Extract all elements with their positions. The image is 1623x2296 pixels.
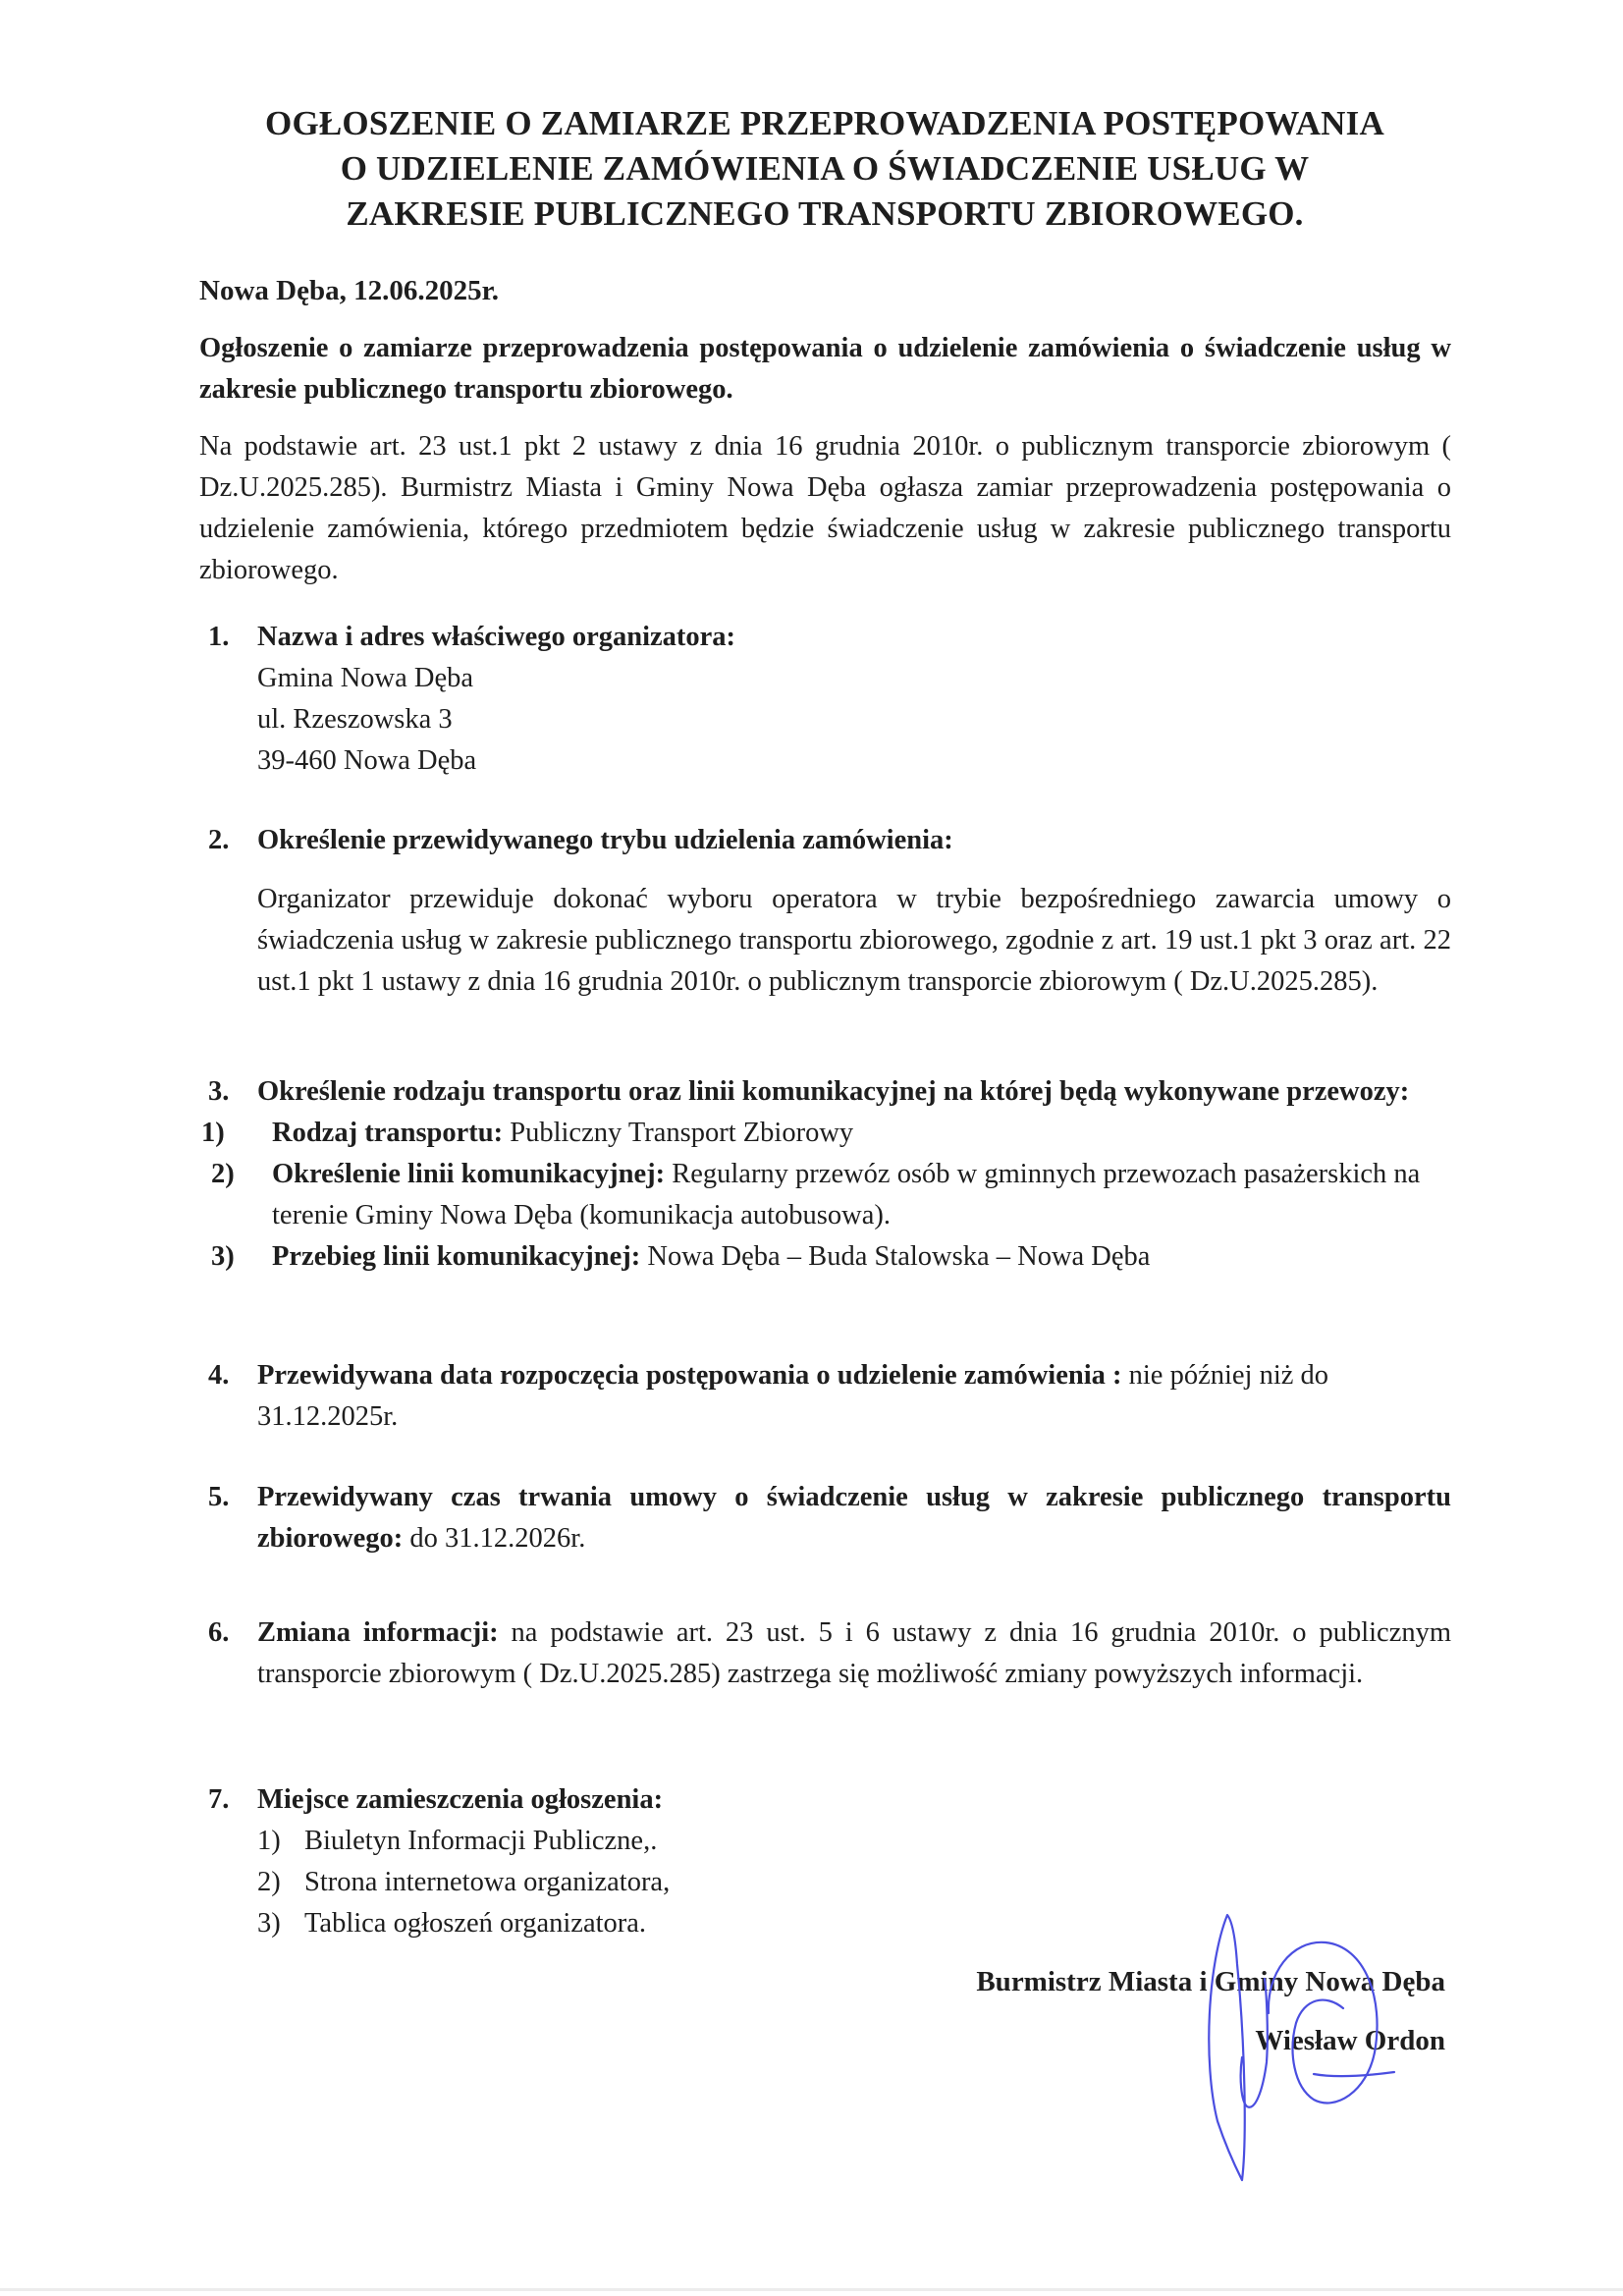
subitem-number: 2)	[257, 1867, 281, 1897]
section-value: na podstawie art. 23 ust. 5 i 6 ustawy z dnia 16 grudnia 2010r. o publicznym transporcie zbiorowym ( Dz.U.2025.285) zastrzega się możliwość zmiany powyższych informacji.	[257, 1617, 1452, 1689]
subitem-number: 1)	[257, 1826, 281, 1856]
section-7	[199, 1779, 1451, 1944]
address-line: 39-460 Nowa Dęba	[257, 745, 477, 776]
title-line-2: O UDZIELENIE ZAMÓWIENIA O ŚWIADCZENIE USŁUG W	[340, 149, 1310, 188]
address-line: Gmina Nowa Dęba	[257, 663, 474, 693]
address-line: ul. Rzeszowska 3	[257, 704, 453, 735]
section-label: Przewidywana data rozpoczęcia postępowania o udzielenie zamówienia :	[257, 1360, 1122, 1391]
section-paragraph: Organizator przewiduje dokonać wyboru operatora w trybie bezpośredniego zawarcia umowy o świadczenia usług w zakresie publicznego transportu zbiorowego, zgodnie z art. 19 ust.1 pkt 3 oraz art. 22 ust.1 pkt 1 ustawy z dnia 16 grudnia 2010r. o publicznym transporcie zbiorowym ( Dz.U.2025.285).	[257, 884, 1451, 997]
section-value: nie później niż do 31.12.2025r.	[257, 1360, 1329, 1432]
section-heading: Miejsce zamieszczenia ogłoszenia:	[257, 1784, 664, 1815]
section-5	[199, 1477, 1451, 1559]
subitem-3	[211, 1236, 1451, 1278]
subitem-value: Nowa Dęba – Buda Stalowska – Nowa Dęba	[640, 1241, 1151, 1272]
subitem-number: 2)	[211, 1159, 235, 1189]
place-date: Nowa Dęba, 12.06.2025r.	[199, 275, 500, 306]
title-line-1: OGŁOSZENIE O ZAMIARZE PRZEPROWADZENIA POSTĘPOWANIA	[265, 104, 1384, 142]
section-4	[199, 1355, 1451, 1438]
page-bottom-edge	[0, 2288, 1623, 2291]
placement-item-3	[257, 1903, 1451, 1944]
section-number: 4.	[208, 1360, 230, 1391]
subitem-number: 3)	[257, 1908, 281, 1939]
section-heading: Nazwa i adres właściwego organizatora:	[257, 622, 736, 652]
signatory-name: Wiesław Ordon	[1255, 2025, 1445, 2056]
section-label: Przewidywany czas trwania umowy o świadczenie usług w zakresie publicznego transportu zbiorowego:	[257, 1482, 1451, 1554]
section-number: 7.	[208, 1784, 230, 1815]
subitem-number: 3)	[211, 1241, 235, 1272]
section-number: 1.	[208, 622, 230, 652]
placement-item-1	[257, 1821, 1451, 1862]
signatory-title: Burmistrz Miasta i Gminy Nowa Dęba	[976, 1966, 1445, 1997]
section-number: 6.	[208, 1617, 230, 1648]
section-heading: Określenie przewidywanego trybu udzielenia zamówienia:	[257, 825, 953, 855]
subitem-value: Biuletyn Informacji Publiczne,.	[304, 1826, 658, 1856]
subitem-label: Przebieg linii komunikacyjnej:	[272, 1241, 641, 1272]
subitem-label: Rodzaj transportu:	[272, 1118, 504, 1148]
intro-heading: Ogłoszenie o zamiarze przeprowadzenia postępowania o udzielenie zamówienia o świadczenie usług w zakresie publicznego transportu zbiorowego.	[199, 333, 1451, 405]
document-title	[177, 101, 1473, 237]
subitem-2	[211, 1154, 1451, 1236]
section-3	[199, 1071, 1451, 1278]
intro-paragraph: Na podstawie art. 23 ust.1 pkt 2 ustawy z dnia 16 grudnia 2010r. o publicznym transporcie zbiorowym ( Dz.U.2025.285). Burmistrz Miasta i Gminy Nowa Dęba ogłasza zamiar przeprowadzenia postępowania o udzielenie zamówienia, którego przedmiotem będzie świadczenie usług w zakresie publicznego transportu zbiorowego.	[199, 431, 1451, 585]
section-value: do 31.12.2026r.	[403, 1523, 586, 1554]
subitem-1	[201, 1113, 1451, 1154]
placement-item-2	[257, 1862, 1451, 1903]
section-1	[199, 617, 1451, 782]
subitem-value: Publiczny Transport Zbiorowy	[503, 1118, 854, 1148]
section-2	[199, 820, 1451, 1003]
section-number: 5.	[208, 1482, 230, 1512]
section-number: 2.	[208, 825, 230, 855]
section-label: Zmiana informacji:	[257, 1617, 499, 1648]
subitem-number: 1)	[201, 1118, 225, 1148]
subitem-value: Strona internetowa organizatora,	[304, 1867, 671, 1897]
title-line-3: ZAKRESIE PUBLICZNEGO TRANSPORTU ZBIOROWEGO.	[346, 194, 1304, 233]
section-heading: Określenie rodzaju transportu oraz linii komunikacyjnej na której będą wykonywane przewozy:	[257, 1076, 1410, 1107]
section-number: 3.	[208, 1076, 230, 1107]
subitem-value: Tablica ogłoszeń organizatora.	[304, 1908, 647, 1939]
subitem-value: Regularny przewóz osób w gminnych przewozach pasażerskich na terenie Gminy Nowa Dęba (komunikacja autobusowa).	[272, 1159, 1421, 1230]
section-6	[199, 1613, 1451, 1695]
subitem-label: Określenie linii komunikacyjnej:	[272, 1159, 666, 1189]
